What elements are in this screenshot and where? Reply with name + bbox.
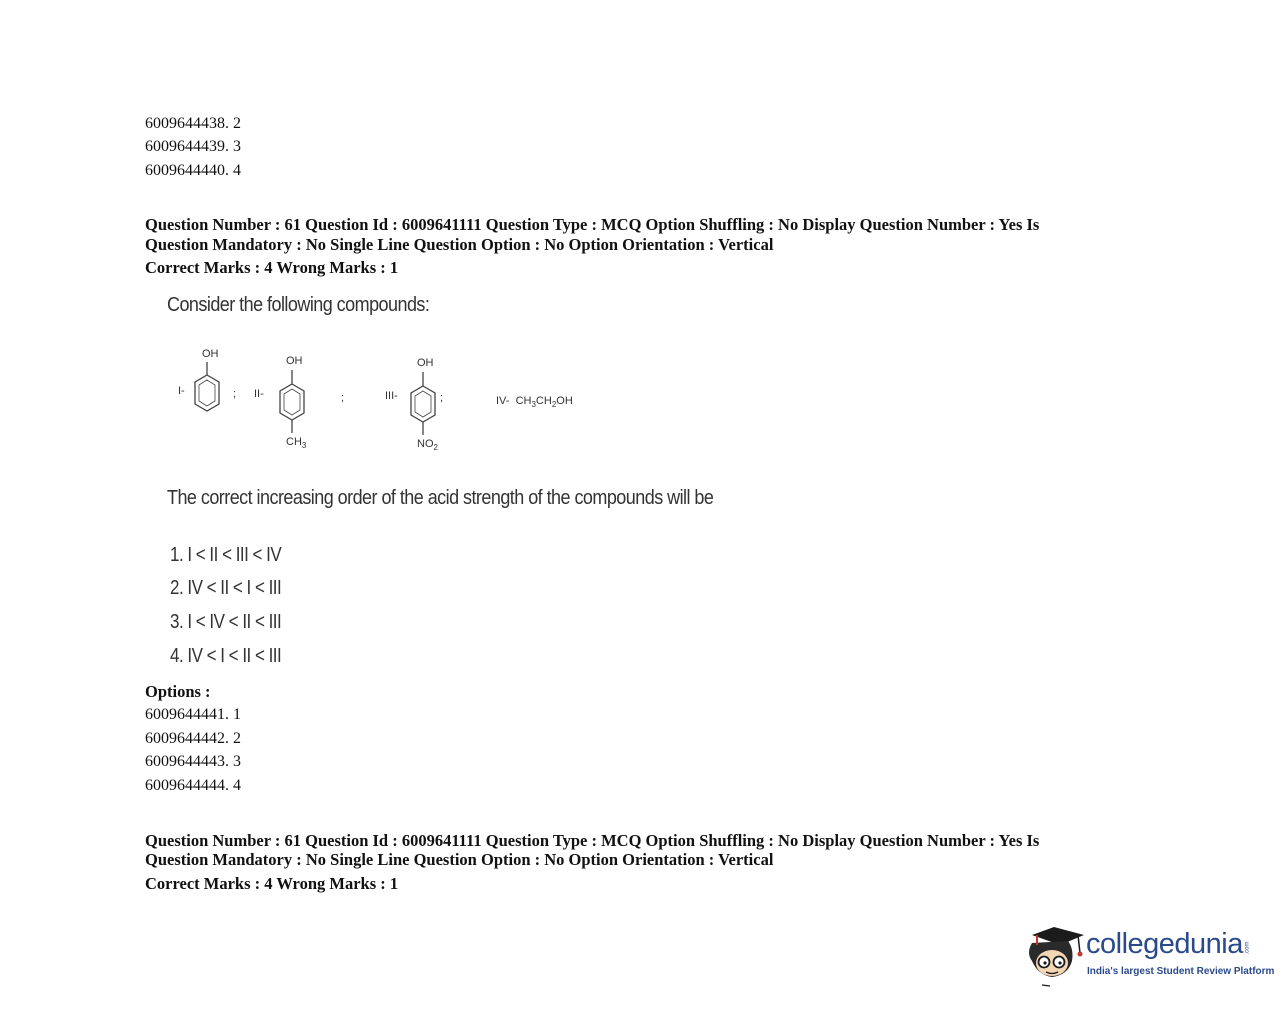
choice-item: 3. I < IV < II < III [170,611,282,633]
options-label: Options : [145,682,211,701]
benzene-inner-i [199,380,215,406]
compound-label-iii: III- [385,390,398,402]
option-line: 6009644444. 4 [145,777,241,794]
option-line: 6009644440. 4 [145,162,241,179]
choice-item: 1. I < II < III < IV [170,544,282,566]
oh-label: OH [417,357,434,369]
option-line: 6009644442. 2 [145,730,241,747]
question-header-line1: Question Number : 61 Question Id : 6009641111 Question Type : MCQ Option Shuffling : No Display Question Number : Yes Is [145,215,1040,234]
separator: ; [341,392,345,404]
compound-iv: IV- $CH_3CH_2OH$ [496,395,573,410]
question-text: The correct increasing order of the acid strength of the compounds will be [167,487,714,509]
question-header-line1: Question Number : 61 Question Id : 6009641111 Question Type : MCQ Option Shuffling : No Display Question Number : Yes Is [145,831,1040,850]
choice-item: 4. IV < I < II < III [170,645,282,667]
question-header-line2: Question Mandatory : No Single Line Question Option : No Option Orientation : Vertical [145,235,774,254]
chemical-structures-diagram [0,0,1284,470]
no2-label: $NO_2$ [417,438,438,453]
compound-label-i: I- [178,385,185,397]
brand-name: collegedunia [1086,928,1243,960]
option-line: 6009644441. 1 [145,706,241,723]
option-line: 6009644439. 3 [145,138,241,155]
compound-label-ii: II- [254,388,264,400]
brand-tagline: India's largest Student Review Platform [1087,966,1275,977]
benzene-inner-iii [415,391,431,417]
question-prompt: Consider the following compounds: [167,294,430,316]
oh-label: OH [202,348,219,360]
brand-dotcom: .com [1244,941,1251,955]
question-header-line2: Question Mandatory : No Single Line Question Option : No Option Orientation : Vertical [145,850,774,869]
option-line: 6009644443. 3 [145,753,241,770]
benzene-inner-ii [284,389,300,415]
mascot-icon [1024,915,1094,990]
question-marks: Correct Marks : 4 Wrong Marks : 1 [145,258,399,277]
question-marks: Correct Marks : 4 Wrong Marks : 1 [145,874,399,893]
oh-label: OH [286,355,303,367]
option-line: 6009644438. 2 [145,115,241,132]
separator: ; [233,388,237,400]
ch3-label: $CH_3$ [286,436,307,451]
choice-item: 2. IV < II < I < III [170,577,282,599]
separator: ; [440,392,444,404]
